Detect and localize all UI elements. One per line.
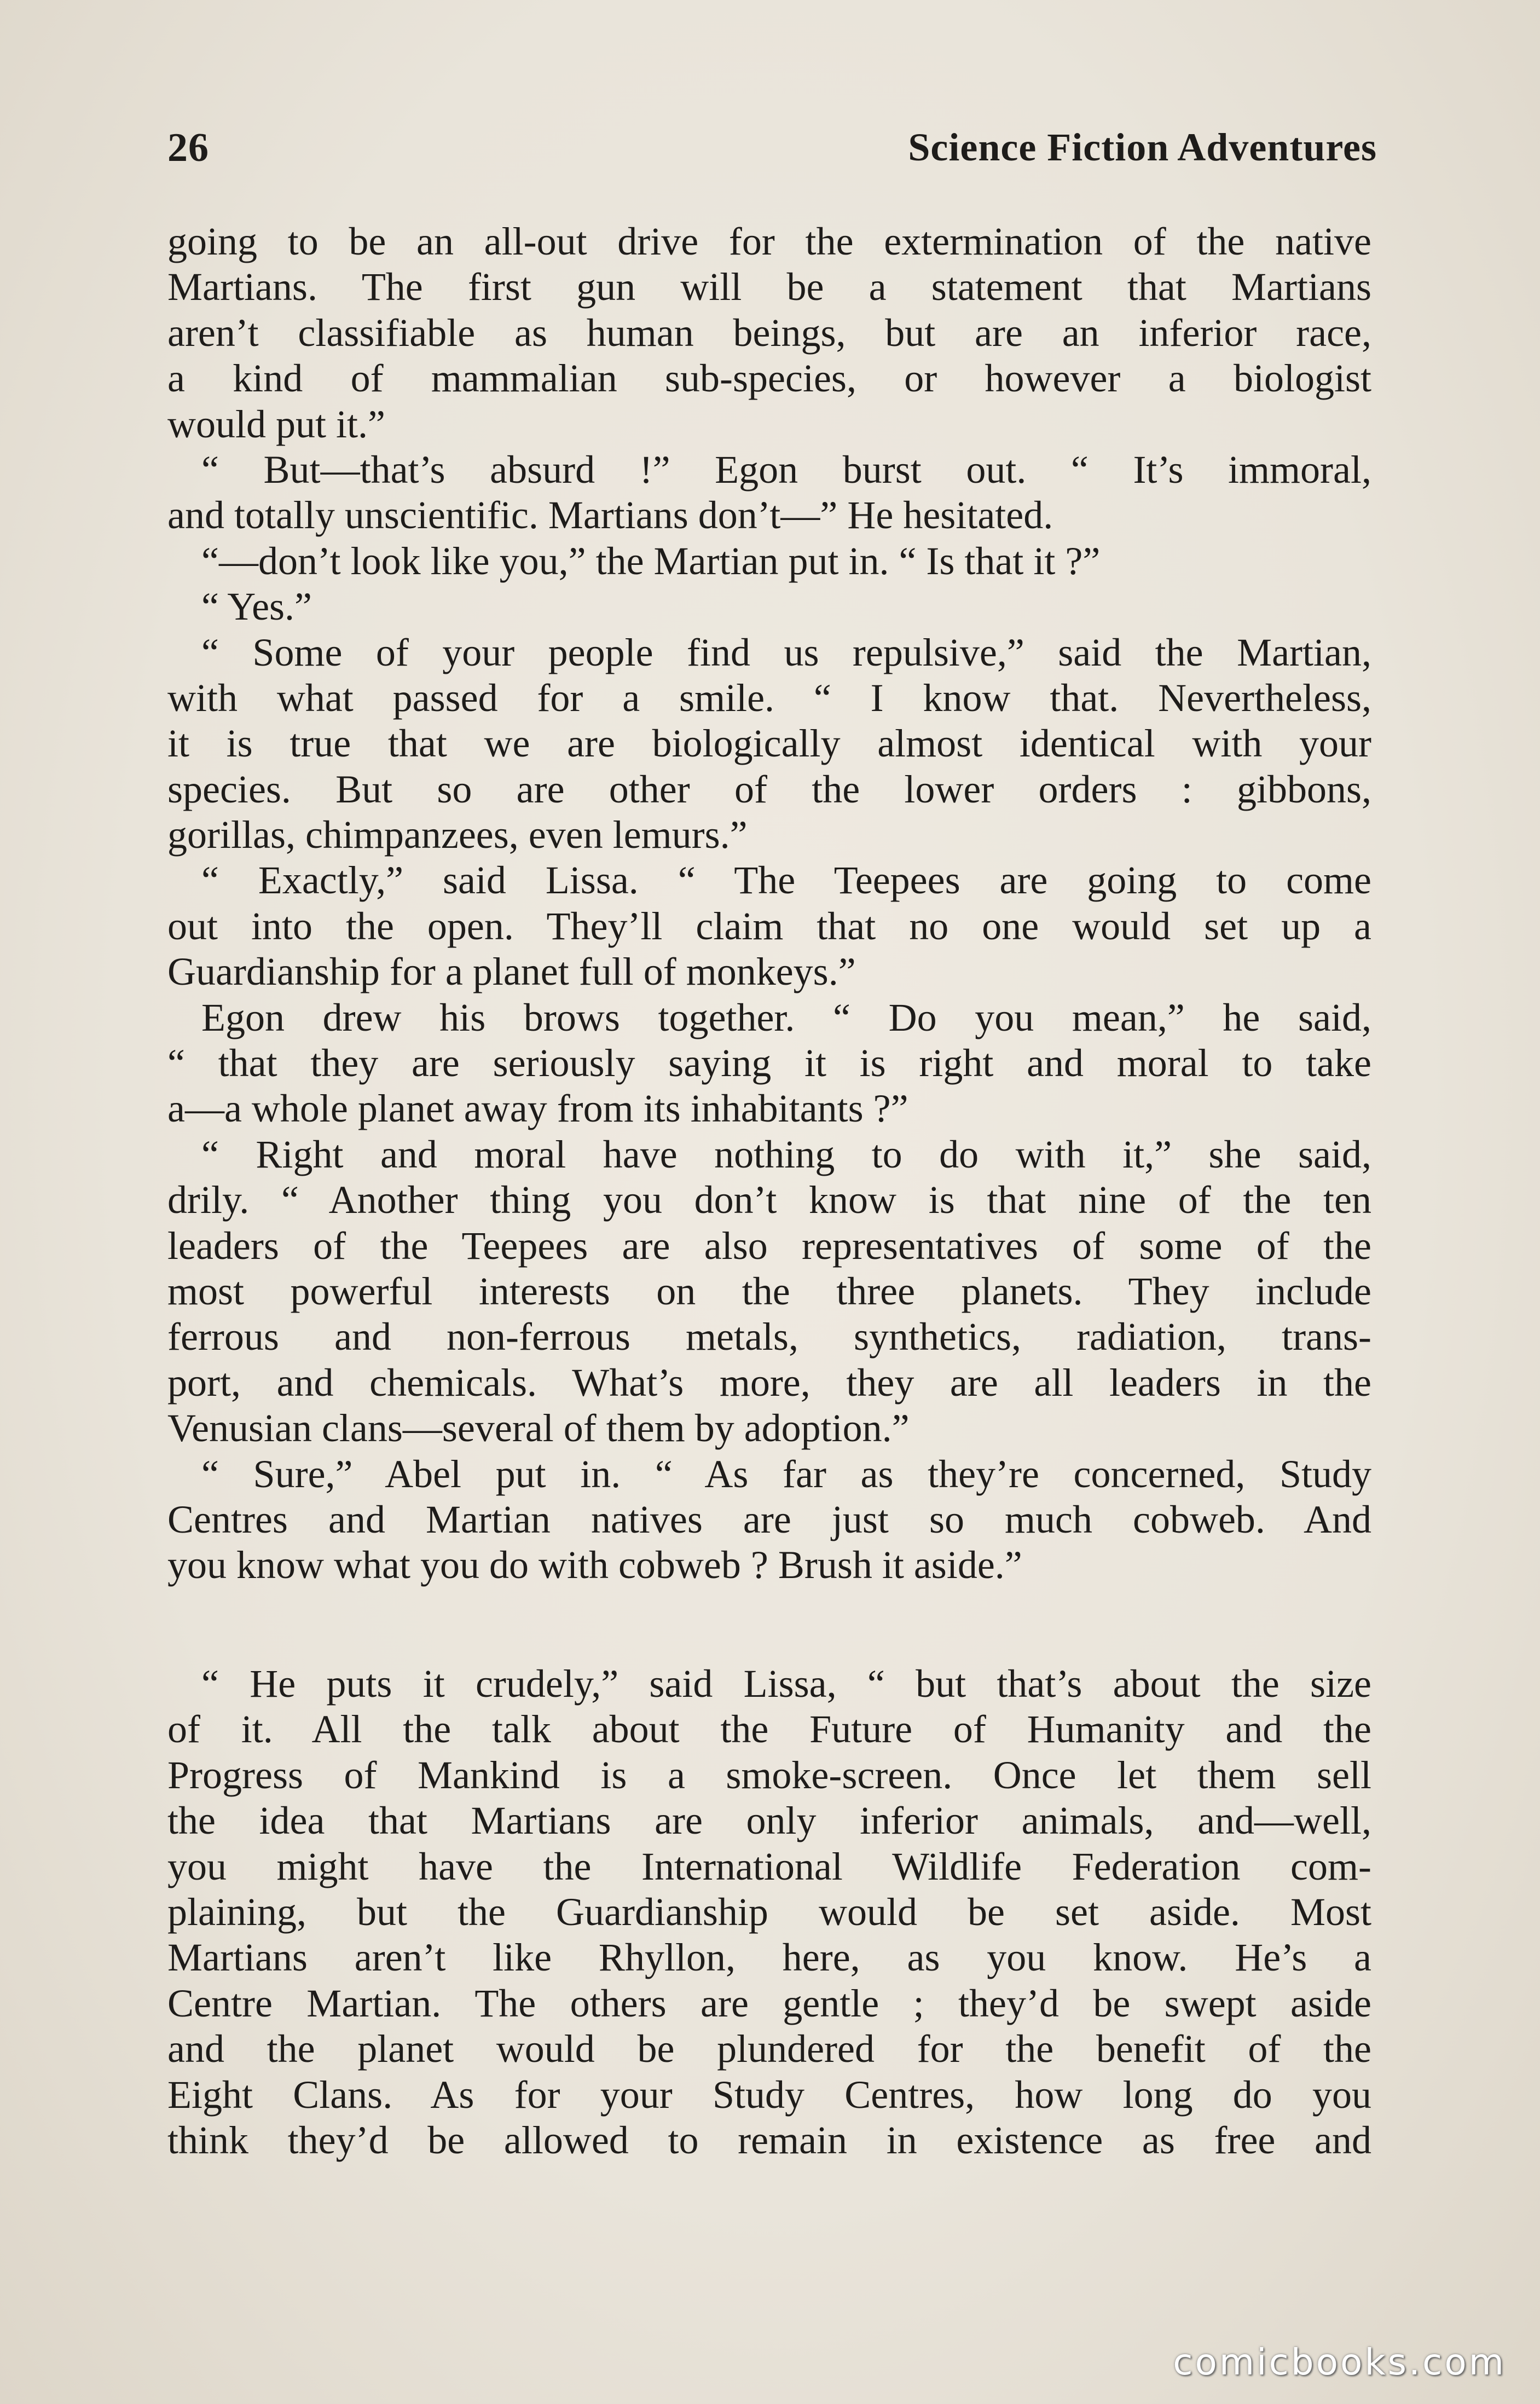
text-line: with what passed for a smile. “ I know that. Nevertheless, bbox=[167, 675, 1371, 720]
text-line: Centre Martian. The others are gentle ; they’d be swept aside bbox=[167, 1981, 1371, 2025]
text-line: aren’t classifiable as human beings, but are an inferior race, bbox=[167, 310, 1371, 355]
text-line: and the planet would be plundered for the benefit of the bbox=[167, 2027, 1371, 2071]
text-line: leaders of the Teepees are also representatives of some of the bbox=[167, 1223, 1371, 1268]
text-line: most powerful interests on the three planets. They include bbox=[167, 1269, 1371, 1313]
text-line: Martians aren’t like Rhyllon, here, as you know. He’s a bbox=[167, 1935, 1371, 1980]
text-line: port, and chemicals. What’s more, they are all leaders in the bbox=[167, 1360, 1371, 1405]
text-line: drily. “ Another thing you don’t know is that nine of the ten bbox=[167, 1178, 1371, 1222]
text-line: Centres and Martian natives are just so much cobweb. And bbox=[167, 1497, 1371, 1541]
text-line: Eight Clans. As for your Study Centres, how long do you bbox=[167, 2072, 1371, 2117]
text-line: the idea that Martians are only inferior animals, and—well, bbox=[167, 1799, 1371, 1843]
text-line: think they’d be allowed to remain in existence as free and bbox=[167, 2118, 1371, 2162]
text-line: “ Sure,” Abel put in. “ As far as they’re concerned, Study bbox=[201, 1452, 1371, 1496]
text-line: would put it.” bbox=[167, 402, 385, 446]
text-line: a kind of mammalian sub-species, or however a biologist bbox=[167, 356, 1371, 401]
text-line: Venusian clans—several of them by adoption.” bbox=[167, 1406, 910, 1451]
text-line: going to be an all-out drive for the extermination of the native bbox=[167, 219, 1371, 263]
text-line: “ Right and moral have nothing to do with it,” she said, bbox=[201, 1132, 1371, 1176]
text-line: you might have the International Wildlife Federation com- bbox=[167, 1844, 1371, 1888]
text-line: Martians. The first gun will be a statement that Martians bbox=[167, 265, 1371, 309]
text-line: it is true that we are biologically almost identical with your bbox=[167, 721, 1371, 766]
body-text-top bbox=[167, 219, 1371, 1588]
text-line: Egon drew his brows together. “ Do you mean,” he said, bbox=[201, 995, 1371, 1039]
running-title: Science Fiction Adventures bbox=[908, 125, 1377, 169]
text-line: a—a whole planet away from its inhabitants ?” bbox=[167, 1087, 908, 1131]
watermark: comicbooks.com bbox=[1173, 2341, 1506, 2383]
text-line: “ Yes.” bbox=[201, 585, 312, 629]
text-line: of it. All the talk about the Future of Humanity and the bbox=[167, 1707, 1371, 1752]
page-number: 26 bbox=[167, 125, 209, 170]
text-line: “ He puts it crudely,” said Lissa, “ but that’s about the size bbox=[201, 1662, 1371, 1706]
text-line: plaining, but the Guardianship would be set aside. Most bbox=[167, 1889, 1371, 1934]
page-header bbox=[167, 125, 1377, 177]
text-line: species. But so are other of the lower orders : gibbons, bbox=[167, 767, 1371, 811]
text-line: gorillas, chimpanzees, even lemurs.” bbox=[167, 813, 748, 857]
text-line: “ Exactly,” said Lissa. “ The Teepees are going to come bbox=[201, 858, 1371, 903]
text-line: “ Some of your people find us repulsive,” said the Martian, bbox=[201, 630, 1371, 674]
text-line: ferrous and non-ferrous metals, synthetics, radiation, trans- bbox=[167, 1315, 1371, 1359]
text-line: “ that they are seriously saying it is right and moral to take bbox=[167, 1041, 1371, 1085]
text-line: and totally unscientific. Martians don’t—” He hesitated. bbox=[167, 493, 1053, 538]
text-line: Guardianship for a planet full of monkeys.” bbox=[167, 950, 856, 994]
text-line: “—don’t look like you,” the Martian put in. “ Is that it ?” bbox=[201, 539, 1101, 583]
text-line: you know what you do with cobweb ? Brush it aside.” bbox=[167, 1543, 1022, 1587]
body-text-bottom bbox=[167, 1661, 1371, 2163]
text-line: “ But—that’s absurd !” Egon burst out. “ It’s immoral, bbox=[201, 447, 1371, 492]
text-line: Progress of Mankind is a smoke-screen. Once let them sell bbox=[167, 1753, 1371, 1797]
text-line: out into the open. They’ll claim that no one would set up a bbox=[167, 904, 1371, 948]
